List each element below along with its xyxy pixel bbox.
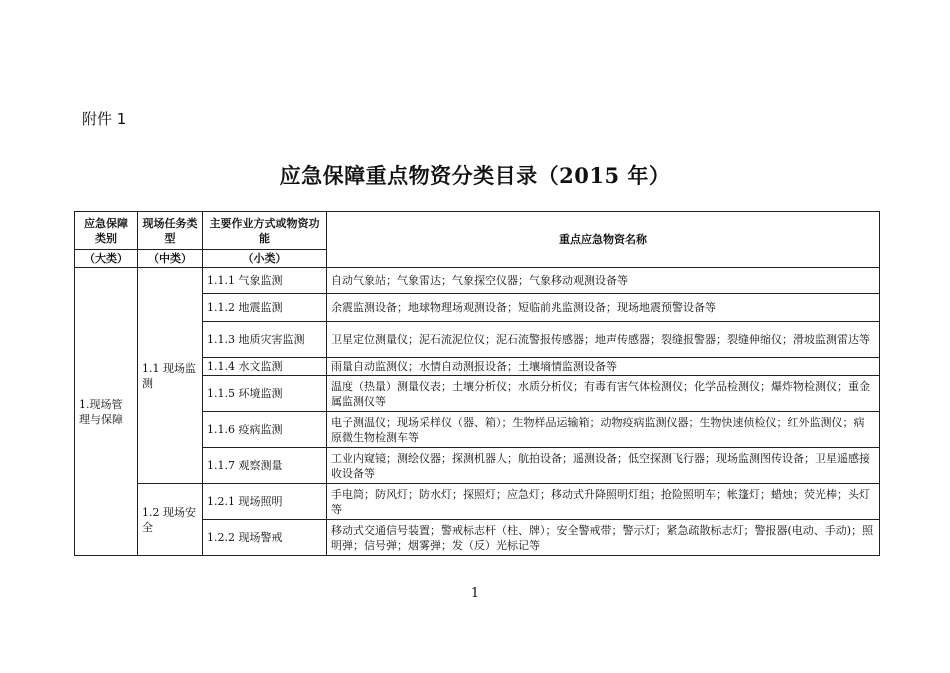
header-material-names: 重点应急物资名称: [327, 212, 880, 268]
subtype-cell: 1.1.5 环境监测: [203, 376, 327, 412]
attachment-label: 附件 1: [82, 110, 127, 128]
subtype-cell: 1.1.6 疫病监测: [203, 412, 327, 448]
table-row: [75, 484, 880, 520]
items-cell: 移动式交通信号装置；警戒标志杆（柱、牌）；安全警戒带；警示灯；紧急疏散标志灯；警报器(电动、手动)；照明弹；信号弹；烟雾弹；发（反）光标记等: [327, 520, 880, 556]
subtype-cell: 1.1.7 观察测量: [203, 448, 327, 484]
header-task-type: 现场任务类型: [138, 212, 203, 250]
table-row: [75, 268, 880, 294]
subtype-cell: 1.1.1 气象监测: [203, 268, 327, 294]
subtype-cell: 1.2.2 现场警戒: [203, 520, 327, 556]
group-cell-safety: 1.2 现场安全: [138, 484, 203, 556]
items-cell: 温度（热量）测量仪表；土壤分析仪；水质分析仪；有毒有害气体检测仪；化学品检测仪；爆炸物检测仪；重金属监测仪等: [327, 376, 880, 412]
items-cell: 卫星定位测量仪；泥石流泥位仪；泥石流警报传感器；地声传感器；裂缝报警器；裂缝伸缩仪；滑坡监测雷达等: [327, 322, 880, 358]
materials-catalog-table: [74, 211, 880, 556]
items-cell: 电子测温仪；现场采样仪（器、箱）；生物样品运输箱；动物疫病监测仪器；生物快速侦检仪；红外监测仪；病原微生物检测车等: [327, 412, 880, 448]
header-sub-minor: （小类）: [203, 250, 327, 268]
header-category: 应急保障类别: [75, 212, 138, 250]
document-title: 应急保障重点物资分类目录（2015 年）: [279, 163, 671, 188]
category-cell: 1.现场管理与保障: [75, 268, 138, 556]
items-cell: 自动气象站；气象雷达；气象探空仪器；气象移动观测设备等: [327, 268, 880, 294]
page-number: 1: [470, 586, 480, 601]
subtype-cell: 1.1.4 水文监测: [203, 358, 327, 376]
subtype-cell: 1.1.2 地震监测: [203, 294, 327, 322]
items-cell: 余震监测设备；地球物理场观测设备；短临前兆监测设备；现场地震预警设备等: [327, 294, 880, 322]
subtype-cell: 1.1.3 地质灾害监测: [203, 322, 327, 358]
items-cell: 手电筒；防风灯；防水灯；探照灯；应急灯；移动式升降照明灯组；抢险照明车；帐篷灯；蜡烛；荧光棒；头灯等: [327, 484, 880, 520]
header-sub-major: （大类）: [75, 250, 138, 268]
items-cell: 工业内窥镜；测绘仪器；探测机器人；航拍设备；遥测设备；低空探测飞行器；现场监测图传设备；卫星遥感接收设备等: [327, 448, 880, 484]
header-function: 主要作业方式或物资功能: [203, 212, 327, 250]
group-cell-monitoring: 1.1 现场监测: [138, 268, 203, 484]
subtype-cell: 1.2.1 现场照明: [203, 484, 327, 520]
header-sub-middle: （中类）: [138, 250, 203, 268]
items-cell: 雨量自动监测仪；水情自动测报设备；土壤墒情监测设备等: [327, 358, 880, 376]
